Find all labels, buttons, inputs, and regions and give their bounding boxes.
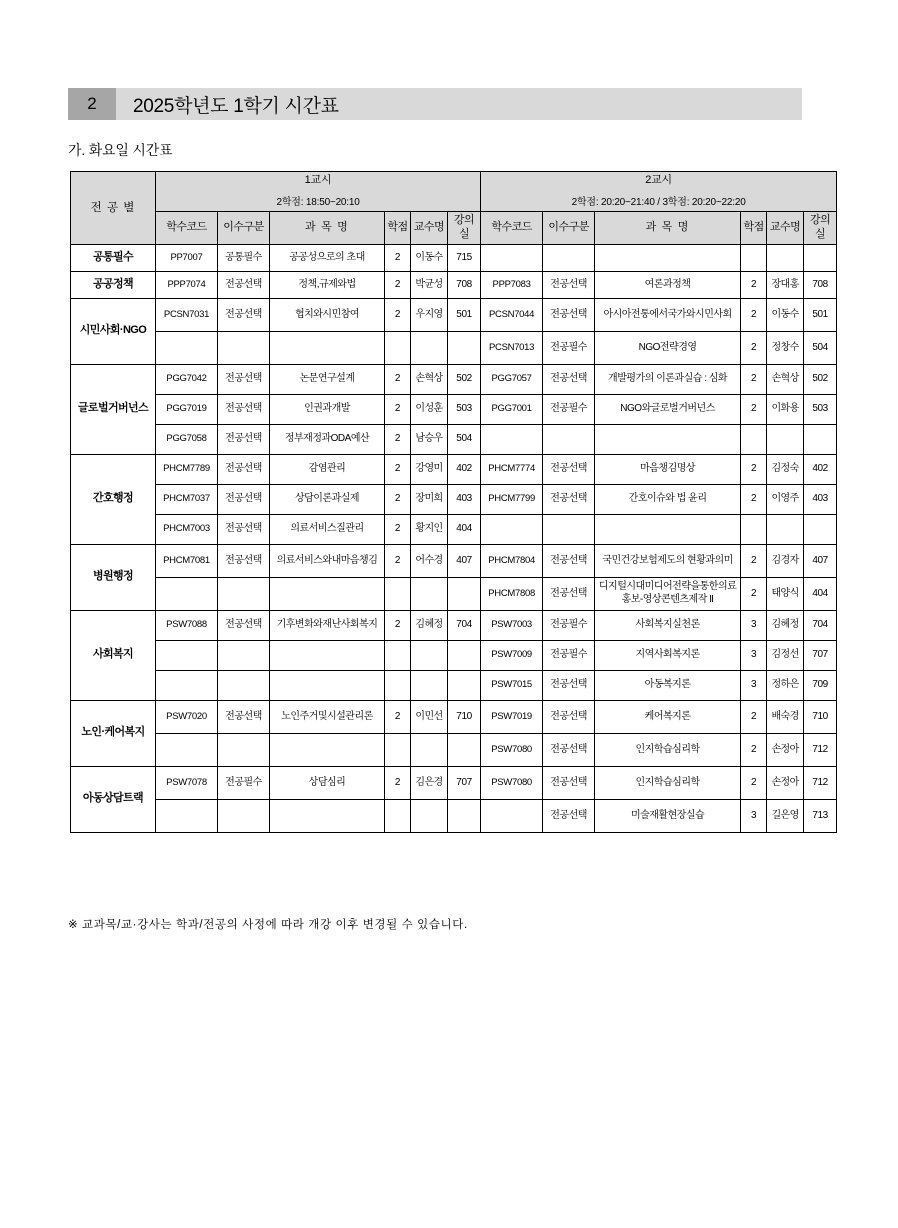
cell-p1-type: 전공선택	[218, 394, 270, 424]
cell-p1-name	[270, 799, 385, 832]
table-row	[71, 424, 837, 454]
cell-p2-prof: 태양식	[767, 577, 804, 610]
major-label: 시민사회·NGO	[71, 298, 156, 364]
cell-p2-code: PHCM7774	[481, 454, 543, 484]
cell-p1-name: 논문연구설계	[270, 364, 385, 394]
major-label: 병원행정	[71, 544, 156, 610]
cell-p2-prof	[767, 514, 804, 544]
cell-p2-prof: 김혜정	[767, 610, 804, 640]
timetable-head-row-1	[71, 172, 837, 212]
cell-p1-room: 704	[448, 610, 481, 640]
major-label: 노인·케어복지	[71, 700, 156, 766]
cell-p2-credit: 2	[741, 364, 767, 394]
cell-p1-name	[270, 331, 385, 364]
cell-p1-type	[218, 733, 270, 766]
cell-p2-prof: 정하은	[767, 670, 804, 700]
cell-p1-type: 전공선택	[218, 298, 270, 331]
cell-p2-room: 404	[804, 577, 837, 610]
section-number: 2	[68, 88, 116, 120]
table-row	[71, 799, 837, 832]
cell-p1-code: PGG7058	[156, 424, 218, 454]
cell-p1-name	[270, 733, 385, 766]
cell-p2-prof: 이영주	[767, 484, 804, 514]
table-row	[71, 640, 837, 670]
cell-p1-code	[156, 733, 218, 766]
timetable-head	[71, 172, 837, 245]
cell-p1-prof	[411, 670, 448, 700]
cell-p2-prof: 길은영	[767, 799, 804, 832]
cell-p1-name: 정책,규제와법	[270, 271, 385, 298]
major-label: 아동상담트랙	[71, 766, 156, 832]
cell-p1-type: 전공선택	[218, 364, 270, 394]
timetable-body	[71, 244, 837, 832]
cell-p1-room: 501	[448, 298, 481, 331]
header-p1-room: 강의실	[448, 212, 481, 245]
cell-p1-type: 전공선택	[218, 454, 270, 484]
major-label: 간호행정	[71, 454, 156, 544]
cell-p2-type: 전공선택	[543, 733, 595, 766]
header-p1-code: 학수코드	[156, 212, 218, 245]
cell-p2-prof: 김정숙	[767, 454, 804, 484]
cell-p1-code: PHCM7003	[156, 514, 218, 544]
cell-p1-type: 전공필수	[218, 766, 270, 799]
page-title: 2025학년도 1학기 시간표	[116, 88, 802, 120]
cell-p1-credit	[385, 331, 411, 364]
cell-p1-code: PHCM7037	[156, 484, 218, 514]
cell-p2-type: 전공선택	[543, 544, 595, 577]
cell-p2-credit: 2	[741, 733, 767, 766]
table-row	[71, 700, 837, 733]
cell-p2-credit: 3	[741, 670, 767, 700]
cell-p2-code	[481, 514, 543, 544]
cell-p1-room	[448, 577, 481, 610]
cell-p1-type: 전공선택	[218, 424, 270, 454]
cell-p1-credit	[385, 577, 411, 610]
table-row	[71, 364, 837, 394]
cell-p1-credit: 2	[385, 766, 411, 799]
cell-p1-room: 707	[448, 766, 481, 799]
cell-p1-code: PSW7020	[156, 700, 218, 733]
cell-p2-prof: 손정아	[767, 766, 804, 799]
sub-heading: 가. 화요일 시간표	[68, 142, 173, 158]
cell-p1-name: 감염관리	[270, 454, 385, 484]
cell-p1-credit: 2	[385, 514, 411, 544]
cell-p2-room	[804, 514, 837, 544]
cell-p2-name: 인지학습심리학	[595, 733, 741, 766]
cell-p1-credit: 2	[385, 298, 411, 331]
cell-p2-prof: 이화용	[767, 394, 804, 424]
cell-p2-name: NGO와글로벌거버넌스	[595, 394, 741, 424]
cell-p2-name: 미술재활현장실습	[595, 799, 741, 832]
cell-p1-credit: 2	[385, 424, 411, 454]
cell-p2-credit: 2	[741, 298, 767, 331]
cell-p2-type: 전공선택	[543, 298, 595, 331]
cell-p2-code: PHCM7808	[481, 577, 543, 610]
cell-p2-prof: 장대홍	[767, 271, 804, 298]
table-row	[71, 244, 837, 271]
cell-p2-code: PHCM7804	[481, 544, 543, 577]
section-heading	[68, 88, 802, 120]
cell-p1-type: 전공선택	[218, 484, 270, 514]
cell-p1-prof: 황지인	[411, 514, 448, 544]
cell-p1-code: PPP7074	[156, 271, 218, 298]
cell-p2-code: PSW7080	[481, 766, 543, 799]
timetable-container	[70, 171, 831, 833]
cell-p1-room: 407	[448, 544, 481, 577]
cell-p1-code	[156, 640, 218, 670]
cell-p1-type: 전공선택	[218, 610, 270, 640]
cell-p2-credit: 2	[741, 394, 767, 424]
cell-p1-prof: 김혜정	[411, 610, 448, 640]
cell-p2-type: 전공필수	[543, 394, 595, 424]
cell-p2-credit: 3	[741, 799, 767, 832]
cell-p1-room	[448, 640, 481, 670]
cell-p2-type: 전공선택	[543, 454, 595, 484]
cell-p2-credit	[741, 514, 767, 544]
cell-p2-name	[595, 424, 741, 454]
cell-p1-prof: 이민선	[411, 700, 448, 733]
cell-p1-room: 403	[448, 484, 481, 514]
cell-p2-room	[804, 244, 837, 271]
cell-p1-type: 전공선택	[218, 544, 270, 577]
cell-p2-code	[481, 424, 543, 454]
header-p1-prof: 교수명	[411, 212, 448, 245]
header-p2-name: 과 목 명	[595, 212, 741, 245]
cell-p1-credit: 2	[385, 394, 411, 424]
header-period-1	[156, 172, 481, 212]
cell-p1-code: PHCM7081	[156, 544, 218, 577]
cell-p2-type	[543, 424, 595, 454]
cell-p1-prof	[411, 640, 448, 670]
cell-p2-room: 713	[804, 799, 837, 832]
cell-p1-room: 502	[448, 364, 481, 394]
cell-p1-type	[218, 640, 270, 670]
cell-p2-room: 402	[804, 454, 837, 484]
cell-p2-type: 전공필수	[543, 331, 595, 364]
cell-p2-code: PSW7080	[481, 733, 543, 766]
cell-p1-type: 전공선택	[218, 700, 270, 733]
cell-p2-code: PPP7083	[481, 271, 543, 298]
cell-p2-room: 704	[804, 610, 837, 640]
cell-p1-name: 정부재정과ODA예산	[270, 424, 385, 454]
cell-p1-code: PGG7042	[156, 364, 218, 394]
cell-p1-code	[156, 799, 218, 832]
cell-p1-credit: 2	[385, 271, 411, 298]
cell-p1-prof: 우지영	[411, 298, 448, 331]
cell-p2-prof: 김정선	[767, 640, 804, 670]
cell-p1-prof: 박균성	[411, 271, 448, 298]
cell-p1-credit: 2	[385, 364, 411, 394]
table-row	[71, 670, 837, 700]
cell-p1-credit	[385, 799, 411, 832]
cell-p1-room: 708	[448, 271, 481, 298]
cell-p2-prof	[767, 244, 804, 271]
cell-p2-room: 710	[804, 700, 837, 733]
cell-p1-name: 기후변화와재난사회복지	[270, 610, 385, 640]
cell-p2-name: 간호이슈와 법 윤리	[595, 484, 741, 514]
cell-p1-credit	[385, 640, 411, 670]
table-row	[71, 298, 837, 331]
table-row	[71, 484, 837, 514]
cell-p1-prof	[411, 733, 448, 766]
cell-p1-name: 의료서비스질관리	[270, 514, 385, 544]
cell-p1-name: 의료서비스와내마음챙김	[270, 544, 385, 577]
cell-p2-prof	[767, 424, 804, 454]
cell-p2-type: 전공선택	[543, 799, 595, 832]
cell-p2-name	[595, 244, 741, 271]
header-p2-code: 학수코드	[481, 212, 543, 245]
cell-p1-credit: 2	[385, 244, 411, 271]
cell-p2-credit: 2	[741, 766, 767, 799]
cell-p2-room: 502	[804, 364, 837, 394]
cell-p2-prof: 정창수	[767, 331, 804, 364]
cell-p1-code	[156, 670, 218, 700]
timetable	[70, 171, 837, 833]
cell-p1-credit: 2	[385, 544, 411, 577]
cell-p1-name: 공공성으로의 초대	[270, 244, 385, 271]
cell-p1-name: 협치와시민참여	[270, 298, 385, 331]
cell-p2-credit: 2	[741, 544, 767, 577]
cell-p1-name	[270, 577, 385, 610]
cell-p2-name: 사회복지실천론	[595, 610, 741, 640]
cell-p2-type: 전공선택	[543, 577, 595, 610]
cell-p1-credit	[385, 733, 411, 766]
cell-p1-credit: 2	[385, 484, 411, 514]
cell-p1-prof: 김은경	[411, 766, 448, 799]
cell-p1-name: 상담이론과실제	[270, 484, 385, 514]
cell-p2-type: 전공선택	[543, 700, 595, 733]
cell-p1-prof: 강영미	[411, 454, 448, 484]
cell-p2-credit: 2	[741, 454, 767, 484]
cell-p2-name: 인지학습심리학	[595, 766, 741, 799]
header-p1-name: 과 목 명	[270, 212, 385, 245]
major-label: 공통필수	[71, 244, 156, 271]
cell-p2-name: NGO전략경영	[595, 331, 741, 364]
cell-p1-room: 715	[448, 244, 481, 271]
cell-p2-code: PSW7019	[481, 700, 543, 733]
header-p2-credit: 학점	[741, 212, 767, 245]
table-row	[71, 454, 837, 484]
cell-p2-prof: 손혁상	[767, 364, 804, 394]
cell-p1-code: PSW7088	[156, 610, 218, 640]
cell-p2-type: 전공선택	[543, 766, 595, 799]
cell-p2-name	[595, 514, 741, 544]
cell-p1-name: 노인주거및시설관리론	[270, 700, 385, 733]
cell-p1-prof: 이동수	[411, 244, 448, 271]
cell-p1-code: PSW7078	[156, 766, 218, 799]
cell-p2-room: 504	[804, 331, 837, 364]
cell-p1-type	[218, 577, 270, 610]
table-row	[71, 544, 837, 577]
cell-p1-room: 504	[448, 424, 481, 454]
cell-p2-name: 아시아전통에서국가와시민사회	[595, 298, 741, 331]
cell-p1-prof: 손혁상	[411, 364, 448, 394]
cell-p1-credit: 2	[385, 700, 411, 733]
header-p2-type: 이수구분	[543, 212, 595, 245]
cell-p2-room: 712	[804, 733, 837, 766]
footnote: ※ 교과목/교·강사는 학과/전공의 사정에 따라 개강 이후 변경될 수 있습니다.	[68, 919, 468, 931]
cell-p1-code: PP7007	[156, 244, 218, 271]
cell-p2-credit: 3	[741, 610, 767, 640]
cell-p2-code: PGG7001	[481, 394, 543, 424]
cell-p2-type: 전공선택	[543, 484, 595, 514]
cell-p2-name: 지역사회복지론	[595, 640, 741, 670]
cell-p2-code: PHCM7799	[481, 484, 543, 514]
cell-p2-credit: 2	[741, 271, 767, 298]
cell-p2-code: PGG7057	[481, 364, 543, 394]
cell-p2-credit: 3	[741, 640, 767, 670]
cell-p1-prof: 장미희	[411, 484, 448, 514]
cell-p2-type	[543, 514, 595, 544]
cell-p1-code	[156, 331, 218, 364]
cell-p1-credit	[385, 670, 411, 700]
cell-p1-code: PCSN7031	[156, 298, 218, 331]
header-p2-room: 강의실	[804, 212, 837, 245]
cell-p1-name	[270, 670, 385, 700]
cell-p1-type	[218, 670, 270, 700]
header-p1-credit: 학점	[385, 212, 411, 245]
cell-p2-name: 아동복지론	[595, 670, 741, 700]
table-row	[71, 271, 837, 298]
cell-p2-code: PCSN7013	[481, 331, 543, 364]
major-label: 사회복지	[71, 610, 156, 700]
cell-p2-credit: 2	[741, 331, 767, 364]
cell-p2-code: PCSN7044	[481, 298, 543, 331]
cell-p1-name: 인권과개발	[270, 394, 385, 424]
cell-p2-type: 전공필수	[543, 610, 595, 640]
cell-p2-name: 마음챙김명상	[595, 454, 741, 484]
cell-p2-room: 712	[804, 766, 837, 799]
cell-p2-code	[481, 799, 543, 832]
header-p2-prof: 교수명	[767, 212, 804, 245]
cell-p2-room: 707	[804, 640, 837, 670]
cell-p1-credit: 2	[385, 610, 411, 640]
cell-p1-prof: 남승우	[411, 424, 448, 454]
cell-p1-room	[448, 670, 481, 700]
cell-p2-credit: 2	[741, 577, 767, 610]
cell-p2-type	[543, 244, 595, 271]
cell-p2-type: 전공선택	[543, 364, 595, 394]
cell-p1-room	[448, 799, 481, 832]
cell-p1-room	[448, 733, 481, 766]
cell-p2-prof: 배숙경	[767, 700, 804, 733]
header-period-1-time: 2학점: 18:50~20:10	[276, 196, 360, 208]
cell-p2-name: 개발평가의 이론과실습 : 심화	[595, 364, 741, 394]
cell-p2-code: PSW7015	[481, 670, 543, 700]
table-row	[71, 766, 837, 799]
cell-p2-room: 403	[804, 484, 837, 514]
header-major: 전 공 별	[71, 172, 156, 245]
cell-p1-prof	[411, 799, 448, 832]
cell-p2-credit: 2	[741, 700, 767, 733]
cell-p1-type: 공통필수	[218, 244, 270, 271]
table-row	[71, 733, 837, 766]
cell-p2-prof: 김경자	[767, 544, 804, 577]
table-row	[71, 394, 837, 424]
cell-p1-name: 상담심리	[270, 766, 385, 799]
table-row	[71, 514, 837, 544]
cell-p2-credit: 2	[741, 484, 767, 514]
cell-p2-code: PSW7003	[481, 610, 543, 640]
cell-p2-type: 전공선택	[543, 271, 595, 298]
cell-p1-credit: 2	[385, 454, 411, 484]
cell-p1-prof: 이성훈	[411, 394, 448, 424]
cell-p1-room: 402	[448, 454, 481, 484]
cell-p1-name	[270, 640, 385, 670]
cell-p1-room: 404	[448, 514, 481, 544]
header-p1-type: 이수구분	[218, 212, 270, 245]
cell-p1-room: 710	[448, 700, 481, 733]
cell-p1-type: 전공선택	[218, 271, 270, 298]
cell-p2-type: 전공선택	[543, 670, 595, 700]
cell-p1-room	[448, 331, 481, 364]
cell-p1-code: PGG7019	[156, 394, 218, 424]
cell-p2-prof: 이동수	[767, 298, 804, 331]
header-period-2-title: 2교시	[645, 174, 672, 186]
major-label: 공공정책	[71, 271, 156, 298]
header-period-2	[481, 172, 837, 212]
major-label: 글로벌거버넌스	[71, 364, 156, 454]
cell-p2-room: 407	[804, 544, 837, 577]
header-period-2-time: 2학점: 20:20~21:40 / 3학점: 20:20~22:20	[571, 196, 746, 208]
cell-p1-type	[218, 331, 270, 364]
cell-p2-room: 709	[804, 670, 837, 700]
cell-p2-credit	[741, 424, 767, 454]
cell-p2-room: 503	[804, 394, 837, 424]
header-period-1-title: 1교시	[304, 174, 332, 186]
cell-p1-prof: 어수경	[411, 544, 448, 577]
cell-p2-room	[804, 424, 837, 454]
cell-p2-prof: 손정아	[767, 733, 804, 766]
cell-p2-name: 여론과정책	[595, 271, 741, 298]
cell-p1-room: 503	[448, 394, 481, 424]
table-row	[71, 331, 837, 364]
cell-p1-prof	[411, 577, 448, 610]
cell-p2-credit	[741, 244, 767, 271]
cell-p2-code	[481, 244, 543, 271]
cell-p2-room: 501	[804, 298, 837, 331]
cell-p2-name: 디지털시대미디어전략을통한의료홍보-영상콘텐츠제작 Ⅱ	[595, 577, 741, 610]
cell-p2-room: 708	[804, 271, 837, 298]
cell-p2-name: 케어복지론	[595, 700, 741, 733]
cell-p1-prof	[411, 331, 448, 364]
cell-p2-code: PSW7009	[481, 640, 543, 670]
cell-p1-type	[218, 799, 270, 832]
cell-p1-code: PHCM7789	[156, 454, 218, 484]
table-row	[71, 577, 837, 610]
cell-p1-code	[156, 577, 218, 610]
timetable-head-row-2	[71, 212, 837, 245]
cell-p2-name: 국민건강보험제도의 현황과의미	[595, 544, 741, 577]
cell-p1-type: 전공선택	[218, 514, 270, 544]
table-row	[71, 610, 837, 640]
cell-p2-type: 전공필수	[543, 640, 595, 670]
